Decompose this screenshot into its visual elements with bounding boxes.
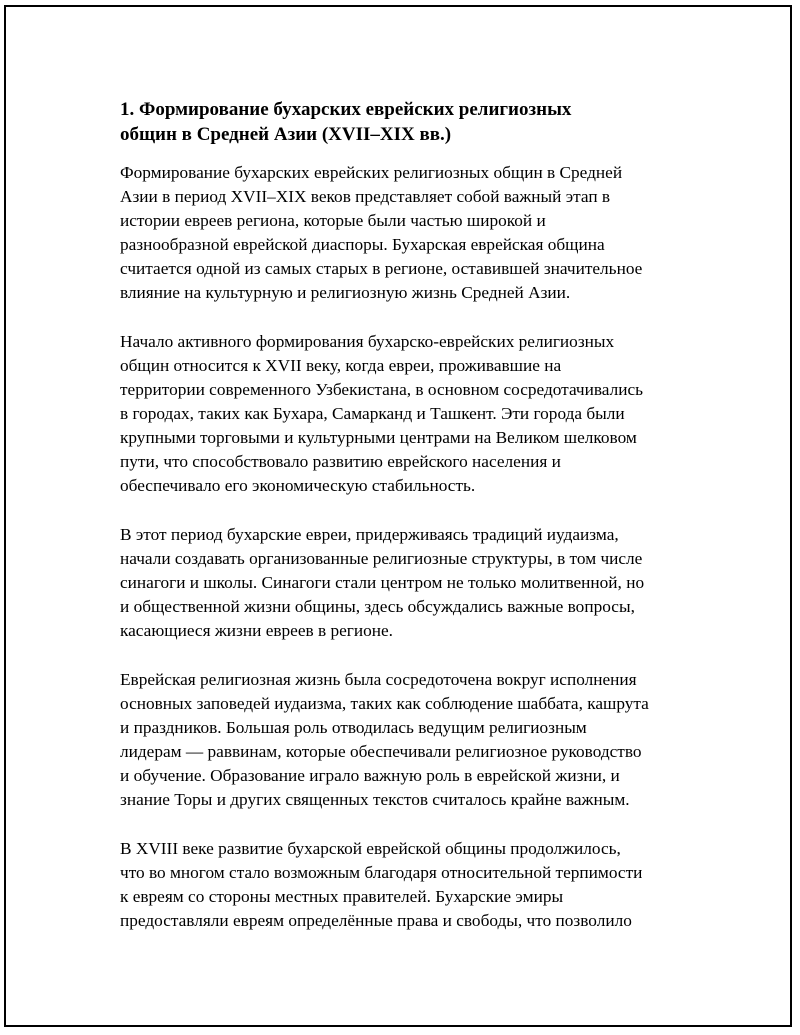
- text-line: и общественной жизни общины, здесь обсуждались важные вопросы,: [120, 597, 635, 616]
- text-line: обеспечивало его экономическую стабильность.: [120, 476, 476, 495]
- text-line: в городах, таких как Бухара, Самарканд и Ташкент. Эти города были: [120, 404, 625, 423]
- text-line: крупными торговыми и культурными центрами на Великом шелковом: [120, 428, 637, 447]
- text-line: общин относится к XVII веку, когда евреи, проживавшие на: [120, 356, 562, 375]
- paragraph: [120, 523, 700, 643]
- text-line: начали создавать организованные религиозные структуры, в том числе: [120, 549, 643, 568]
- text-line: основных заповедей иудаизма, таких как соблюдение шаббата, кашрута: [120, 694, 649, 713]
- text-line: касающиеся жизни евреев в регионе.: [120, 621, 393, 640]
- text-line: и обучение. Образование играло важную роль в еврейской жизни, и: [120, 766, 620, 785]
- text-line: лидерам — раввинам, которые обеспечивали религиозное руководство: [120, 742, 642, 761]
- text-line: В XVIII веке развитие бухарской еврейской общины продолжилось,: [120, 839, 621, 858]
- text-line: синагоги и школы. Синагоги стали центром не только молитвенной, но: [120, 573, 645, 592]
- paragraph: [120, 330, 700, 498]
- text-line: влияние на культурную и религиозную жизнь Средней Азии.: [120, 283, 571, 302]
- text-line: разнообразной еврейской диаспоры. Бухарская еврейская община: [120, 235, 605, 254]
- document-page: [4, 5, 792, 1027]
- paragraph: [120, 837, 700, 933]
- section-heading: [120, 97, 700, 147]
- text-line: считается одной из самых старых в регионе, оставившей значительное: [120, 259, 643, 278]
- heading-line: общин в Средней Азии (XVII–XIX вв.): [120, 124, 452, 145]
- text-line: Еврейская религиозная жизнь была сосредоточена вокруг исполнения: [120, 670, 637, 689]
- text-line: и праздников. Большая роль отводилась ведущим религиозным: [120, 718, 587, 737]
- text-line: Азии в период XVII–XIX веков представляет собой важный этап в: [120, 187, 611, 206]
- text-line: истории евреев региона, которые были частью широкой и: [120, 211, 546, 230]
- text-line: что во многом стало возможным благодаря относительной терпимости: [120, 863, 643, 882]
- text-line: В этот период бухарские евреи, придерживаясь традиций иудаизма,: [120, 525, 619, 544]
- heading-line: 1. Формирование бухарских еврейских религиозных: [120, 99, 572, 120]
- text-line: предоставляли евреям определённые права и свободы, что позволило: [120, 911, 632, 930]
- text-line: пути, что способствовало развитию еврейского населения и: [120, 452, 561, 471]
- text-line: Формирование бухарских еврейских религиозных общин в Средней: [120, 163, 623, 182]
- text-line: территории современного Узбекистана, в основном сосредотачивались: [120, 380, 644, 399]
- paragraph: [120, 161, 700, 305]
- text-line: знание Торы и других священных текстов считалось крайне важным.: [120, 790, 630, 809]
- document-body: [120, 97, 700, 958]
- text-line: к евреям со стороны местных правителей. Бухарские эмиры: [120, 887, 564, 906]
- paragraph: [120, 668, 700, 812]
- text-line: Начало активного формирования бухарско-еврейских религиозных: [120, 332, 615, 351]
